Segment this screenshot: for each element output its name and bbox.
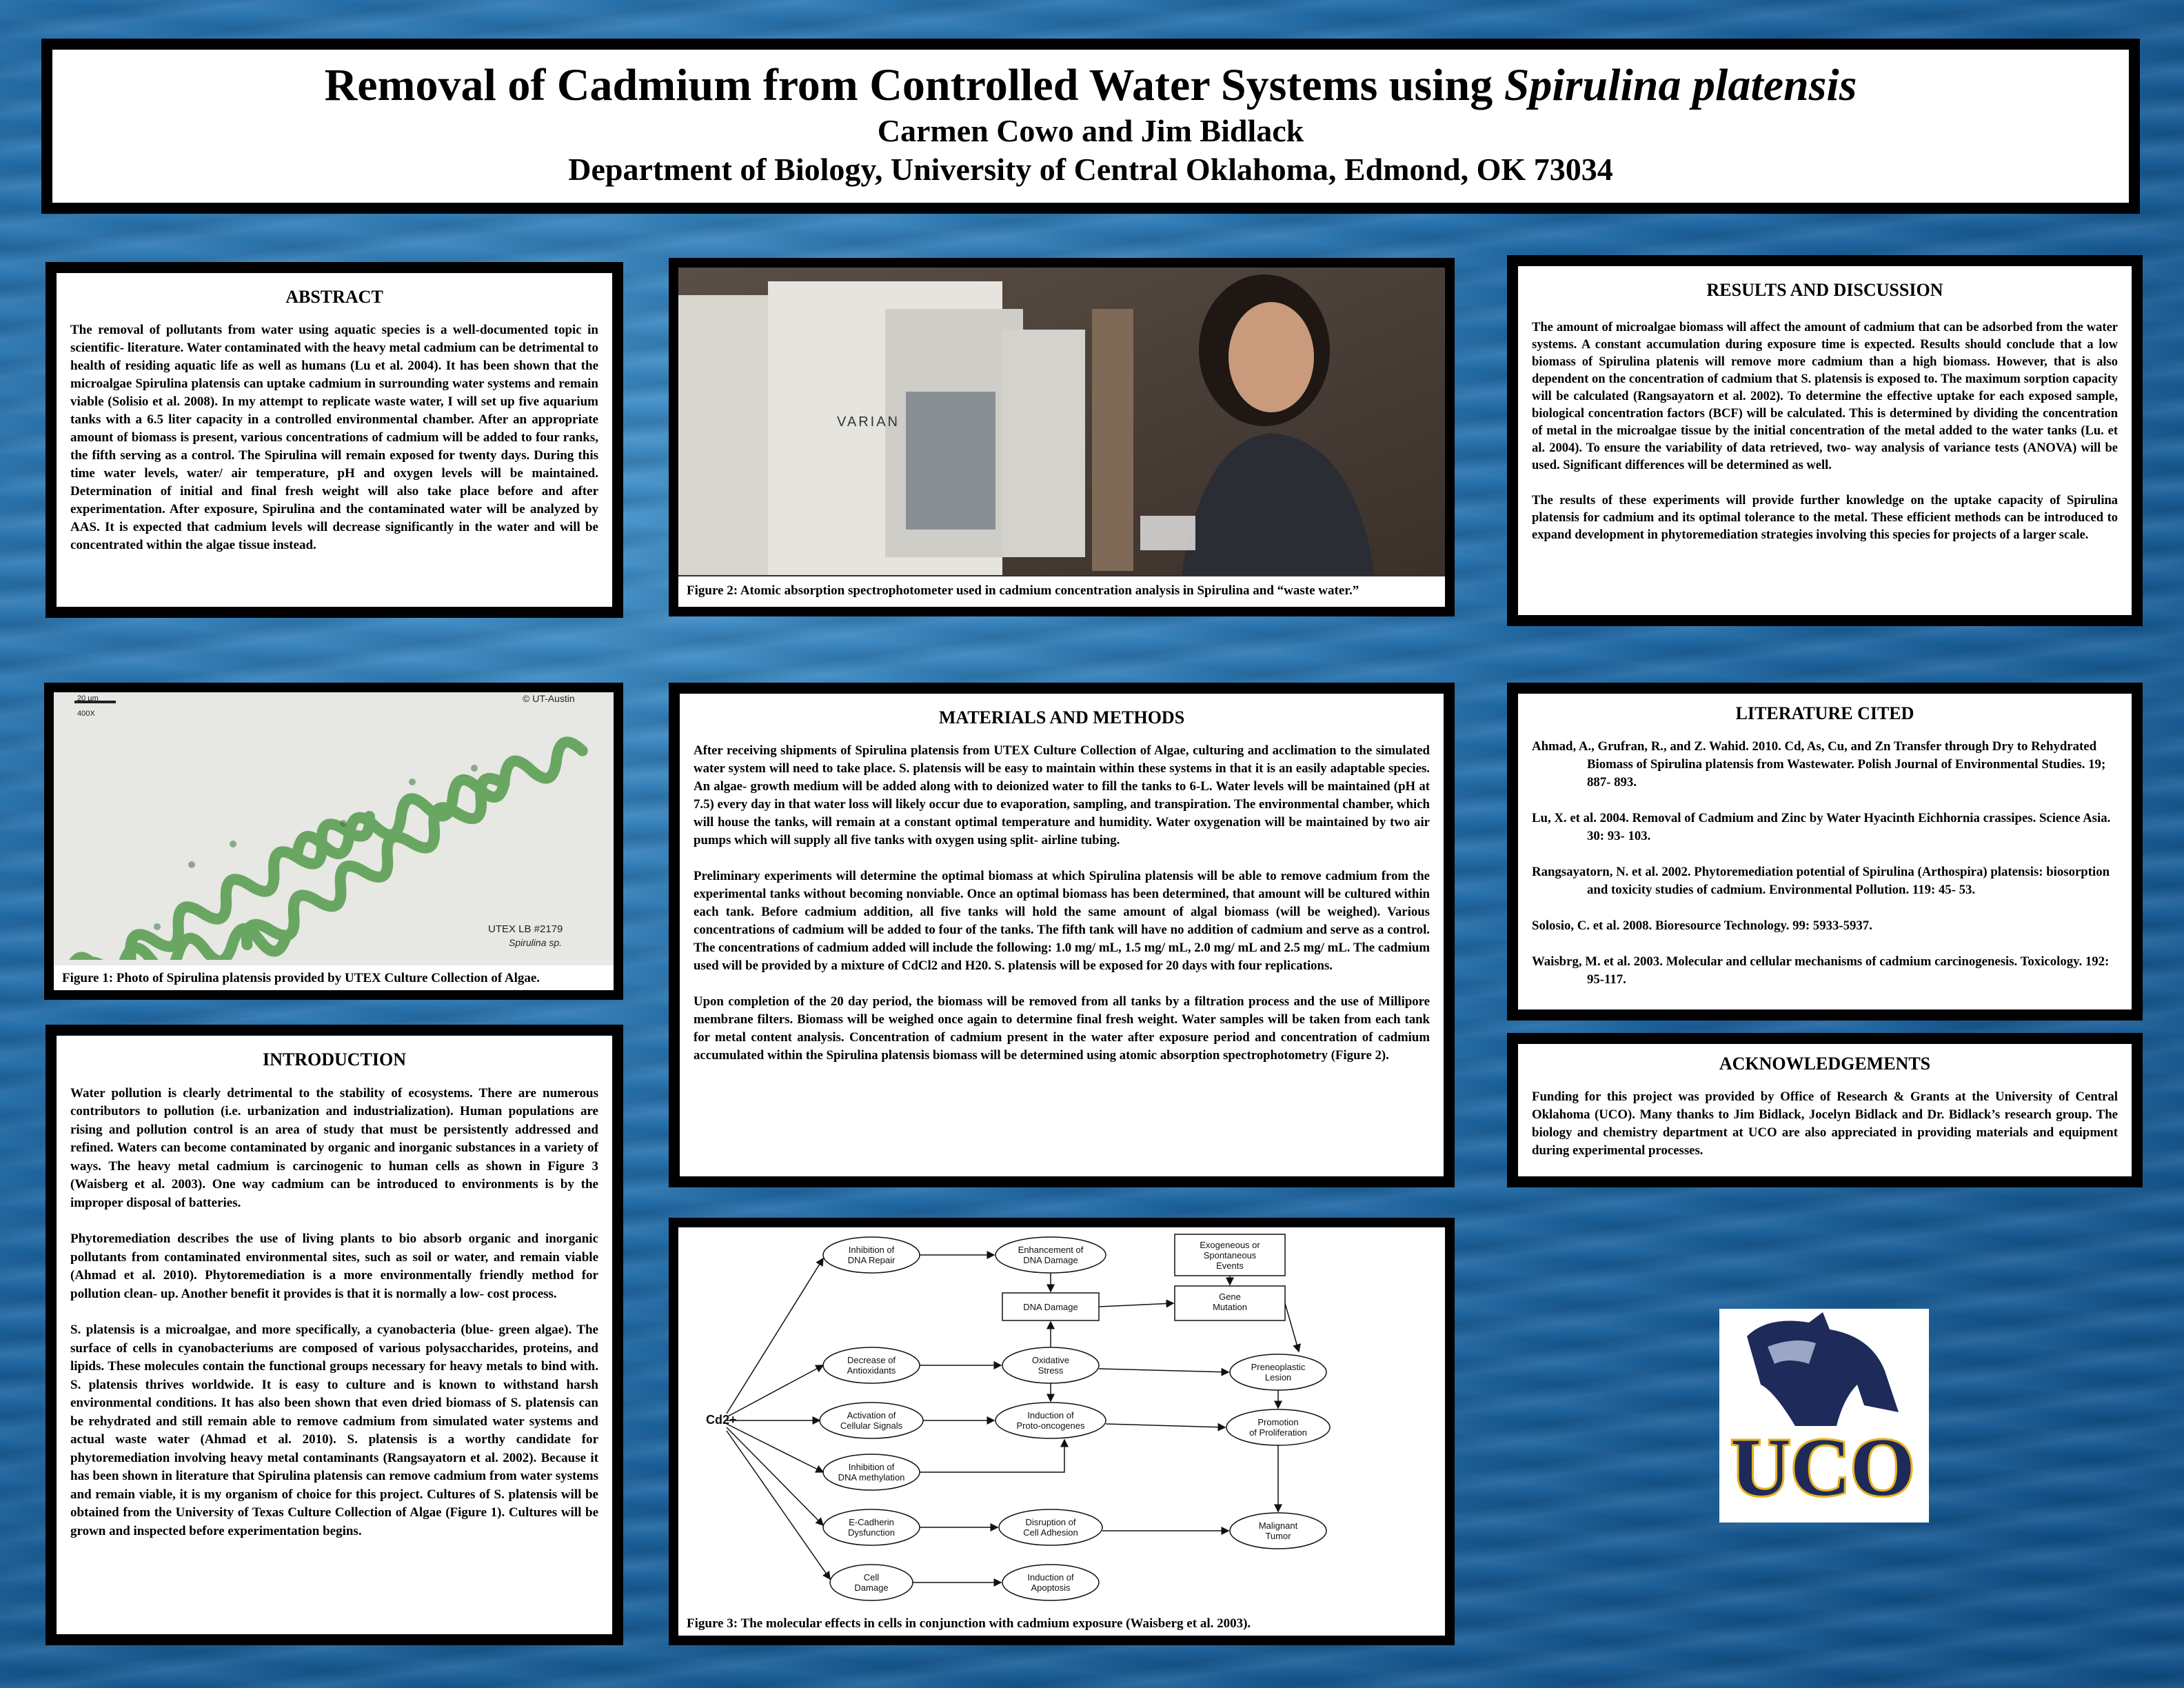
abstract-heading: ABSTRACT: [285, 287, 383, 307]
acknowledgements-text: Funding for this project was provided by Office of Research & Grants at the University of Central Oklahoma (UCO). Many thanks to Jim Bidlack, Jocelyn Bidlack and Dr. Bidlack’s research group. The biology and chemistry department at UCO are also appreciated in providing materials and equipment during experimental processes.: [1532, 1089, 2118, 1158]
mag-label: 400X: [77, 710, 95, 718]
intro-p2: Phytoremediation describes the use of living plants to bio absorb organic and inorganic pollutants from contaminated environmental sites, such as soil or water, and remain viable (Ahmad et al. 2010). Phytoremediation is a more environmentally friendly method for pollution clean- up. Another benefit it provides is that it is normally a low- cost process.: [70, 1232, 598, 1301]
spirulina-photo: [54, 692, 614, 960]
cadmium-effects-diagram: [678, 1227, 1445, 1636]
node-exogenous-2: Spontaneous: [1203, 1250, 1257, 1260]
figure1-caption: Figure 1: Photo of Spirulina platensis provided by UTEX Culture Collection of Algae.: [54, 965, 614, 990]
node-disruption-2: Cell Adhesion: [1023, 1527, 1078, 1538]
poster-title: Removal of Cadmium from Controlled Water Systems using Spirulina platensis: [324, 60, 1857, 110]
literature-panel: [1507, 683, 2143, 1021]
node-inhibition-dna-repair-2: DNA Repair: [847, 1255, 896, 1265]
node-preneoplastic-1: Preneoplastic: [1251, 1362, 1306, 1372]
methods-p1: After receiving shipments of Spirulina platensis from UTEX Culture Collection of Algae, culturing and acclimation to the simulated water system will need to take place. S. platensis will be easy to maintain within these systems in that it is an easily adaptable species. An algae- growth medium will be added along with to deionized water to fill the tanks to 6-L. Water levels will be maintained (pH at 7.5) every day in that water loss will likely occur due to evaporation, sampling, and transpiration. The environmental chamber, which will house the tanks, will remain at a constant optimal temperature and humidity. Water oxygenation will be maintained by two air pumps which will supply all five tanks with oxygen using split- airline tubing.: [694, 743, 1430, 847]
spectrophotometer-photo: [678, 268, 1445, 575]
results-p1: The amount of microalgae biomass will affect the amount of cadmium that can be adsorbed from the water systems. A constant accumulation during exposure time is expected. Results should conclude that a low biomass of Spirulina platenis will remove more cadmium than a high biomass. However, that is also dependent on the concentration of cadmium that S. platensis is exposed to. The maximum sorption capacity will be calculated (Rangsayatorn et al. 2002). To determine the effective uptake for each exposed sample, biological concentration factors (BCF) will be calculated. This is determined by dividing the concentration of metal in the microalgae tissue by the initial concentration of the metal added to the water tanks (Lu. et al. 2004). To ensure the variability of data retrieved, two- way analysis of variance tests (ANOVA) will be used. Significant differences will be determined as well.: [1532, 321, 2118, 472]
node-enhancement-2: DNA Damage: [1023, 1255, 1078, 1265]
node-inhibition-dna-repair-1: Inhibition of: [848, 1245, 895, 1255]
node-promotion-1: Promotion: [1257, 1417, 1299, 1427]
node-cell-damage-2: Damage: [854, 1582, 889, 1593]
node-enhancement-1: Enhancement of: [1018, 1245, 1084, 1255]
node-induction-proto-1: Induction of: [1027, 1410, 1074, 1420]
authors: Carmen Cowo and Jim Bidlack: [877, 113, 1304, 148]
abstract-text: The removal of pollutants from water using aquatic species is a well-documented topic in scientific- literature. Water contaminated with the heavy metal cadmium can be detrimental to health of residing aquatic life as well as humans (Lu et al. 2004). It has been shown that the microalgae Spirulina platensis can uptake cadmium in surrounding water systems and remain viable (Solisio et al. 2008). In my attempt to replicate waste water, I will set up five aquarium tanks with a 6.5 liter capacity in a controlled environmental chamber. After an appropriate amount of biomass is present, various concentrations of cadmium will be added to four ranks, the fifth serving as a control. The Spirulina will remain exposed for twenty days. During this time water levels, water/ air temperature, pH and oxygen levels will be maintained. Determination of initial and final fresh weight will also take place before and after experimentation. After exposure, Spirulina and the contaminated water will be analyzed by AAS. It is expected that cadmium levels will decrease significantly in the water and will be concentrated within the algae tissue instead.: [70, 323, 598, 552]
node-malignant-1: Malignant: [1258, 1520, 1298, 1531]
node-dna-damage: DNA Damage: [1023, 1302, 1078, 1312]
figure2-panel: [669, 258, 1455, 616]
node-decrease-2: Antioxidants: [847, 1365, 896, 1376]
node-induction-proto-2: Proto-oncogenes: [1016, 1420, 1085, 1431]
node-gene-mutation-1: Gene: [1219, 1292, 1241, 1302]
uco-logo-text: UCO: [1730, 1421, 1915, 1513]
literature-heading: LITERATURE CITED: [1735, 703, 1914, 723]
reference-item: Ahmad, A., Grufran, R., and Z. Wahid. 2010. Cd, As, Cu, and Zn Transfer through Dry to Rehydrated Biomass of Spirulina platensis from Wastewater. Polish Journal of Environmental Studies. 19; 887- 893.: [1532, 739, 2106, 790]
node-preneoplastic-2: Lesion: [1264, 1372, 1292, 1383]
affiliation: Department of Biology, University of Central Oklahoma, Edmond, OK 73034: [568, 152, 1613, 187]
node-cell-damage-1: Cell: [863, 1572, 880, 1582]
node-activation-2: Cellular Signals: [840, 1420, 903, 1431]
methods-p3: Upon completion of the 20 day period, the biomass will be removed from all tanks by a filtration process and the use of Millipore membrane filters. Biomass will be weighed once again to determine final fresh weight. Water samples will be taken from each tank for metal content analysis. Concentration of cadmium present in the water after exposure period and concentration of cadmium accumulated within the Spirulina platensis biomass will be determined using atomic absorption spectrophotometry (Figure 2).: [694, 994, 1430, 1063]
utex-label: UTEX LB #2179: [488, 923, 563, 935]
results-panel: [1507, 255, 2143, 626]
acknowledgements-heading: ACKNOWLEDGEMENTS: [1719, 1054, 1931, 1074]
figure1-panel: [44, 683, 623, 1000]
node-malignant-2: Tumor: [1265, 1531, 1291, 1541]
node-oxidative-2: Stress: [1038, 1365, 1064, 1376]
methods-p2: Preliminary experiments will determine the optimal biomass at which Spirulina platensis will be able to remove cadmium from the experimental tanks without becoming nonviable. Once an optimal biomass has been determined, that amount will be cultured within each tank. Before cadmium addition, all five tanks will hold the same amount of algal biomass (will be weighed). Various concentrations of cadmium will be added to four of the tanks. The fifth tank will have no addition of cadmium and serve as a control. The concentrations of cadmium added will include the following: 1.0 mg/ mL, 1.5 mg/ mL, 2.0 mg/ mL and 2.5 mg/ mL. The cadmium used will be provided by a mixture of CdCl2 and H20. S. platensis will be exposed for 20 days with four replications.: [694, 869, 1430, 973]
node-promotion-2: of Proliferation: [1249, 1427, 1307, 1438]
node-disruption-1: Disruption of: [1025, 1517, 1076, 1527]
uco-logo: [1719, 1309, 1929, 1523]
reference-item: Lu, X. et al. 2004. Removal of Cadmium and Zinc by Water Hyacinth Eichhornia crassipes. Science Asia. 30: 93- 103.: [1532, 811, 2111, 843]
reference-item: Waisbrg, M. et al. 2003. Molecular and cellular mechanisms of cadmium carcinogenesis. Toxicology. 192: 95-117.: [1532, 954, 2110, 987]
node-inhib-meth-2: DNA methylation: [838, 1472, 905, 1483]
node-gene-mutation-2: Mutation: [1213, 1302, 1247, 1312]
introduction-panel: [46, 1025, 623, 1645]
node-oxidative-1: Oxidative: [1031, 1355, 1070, 1365]
reference-item: Rangsayatorn, N. et al. 2002. Phytoremediation potential of Spirulina (Arthospira) platensis: biosorption and toxicity studies of cadmium. Environmental Pollution. 119: 45- 53.: [1532, 865, 2110, 897]
node-induction-apop-1: Induction of: [1027, 1572, 1074, 1582]
title-panel: [41, 39, 2140, 214]
varian-brand: VARIAN: [837, 414, 900, 430]
copyright-label: © UT-Austin: [523, 693, 575, 704]
node-ecadherin-1: E-Cadherin: [849, 1517, 894, 1527]
species-label: Spirulina sp.: [509, 937, 563, 948]
introduction-heading: INTRODUCTION: [262, 1049, 407, 1069]
node-decrease-1: Decrease of: [847, 1355, 896, 1365]
results-heading: RESULTS AND DISCUSSION: [1706, 280, 1943, 300]
intro-p1: Water pollution is clearly detrimental to the stability of ecosystems. There are numerous contributors to pollution (i.e. urbanization and industrialization). Human populations are rising and pollution control is an area of study that must be persistently addressed and refined. Waters can become contaminated by organic and inorganic substances in a variety of ways. The heavy metal cadmium is carcinogenic to human cells as shown in Figure 3 (Waisberg et al. 2003). One way cadmium can be introduced to environments is by the improper disposal of batteries.: [70, 1085, 598, 1210]
node-inhib-meth-1: Inhibition of: [848, 1462, 895, 1472]
diagram-cd: Cd2+: [706, 1413, 737, 1427]
figure2-caption: Figure 2: Atomic absorption spectrophotometer used in cadmium concentration analysis in Spirulina and “waste water.”: [678, 576, 1445, 607]
intro-p3: S. platensis is a microalgae, and more specifically, a cyanobacteria (blue- green algae). The surface of cells in cyanobacteriums are composed of various polysaccharides, proteins, and lipids. These molecules contain the functional groups necessary for heavy metals to bind with. S. platensis thrives worldwide. It is easy to culture and is known to withstand harsh environmental conditions. It has also been shown that even dried biomass of S. platensis can be rehydrated and still remain able to remove cadmium from simulated water systems and actual waste water (Ahmad et al. 2010). S. platensis is a worthy candidate for phytoremediation involving heavy metal contaminants (Rangsayatorn et al. 2002). Because it has been shown in literature that Spirulina platensis can remove cadmium from water systems and remain viable, it is my organism of choice for this project. Cultures of S. platensis will be obtained from the University of Texas Culture Collection of Algae (Figure 1). Cultures will be grown and inspected before experimentation begins.: [70, 1323, 598, 1538]
bronco-logo-graphic: [1719, 1309, 1929, 1523]
results-p2: The results of these experiments will provide further knowledge on the uptake capacity of Spirulina platensis for cadmium and its optimal tolerance to the metal. These efficient methods can be introduced to expand development in phytoremediation strategies involving this species for projects of a larger scale.: [1532, 494, 2118, 542]
methods-panel: [669, 683, 1455, 1187]
figure3-caption: Figure 3: The molecular effects in cells in conjunction with cadmium exposure (Waisberg et al. 2003).: [678, 1611, 1445, 1636]
node-ecadherin-2: Dysfunction: [848, 1527, 895, 1538]
node-activation-1: Activation of: [847, 1410, 896, 1420]
figure3-panel: [669, 1218, 1455, 1645]
node-exogenous-3: Events: [1216, 1260, 1244, 1271]
methods-heading: MATERIALS AND METHODS: [938, 707, 1185, 727]
node-exogenous-1: Exogeneous or: [1200, 1240, 1260, 1250]
reference-item: Solosio, C. et al. 2008. Bioresource Technology. 99: 5933-5937.: [1532, 918, 1872, 933]
acknowledgements-panel: [1507, 1033, 2143, 1187]
scale-label: 20 µm: [77, 694, 99, 703]
abstract-panel: [46, 262, 623, 618]
node-induction-apop-2: Apoptosis: [1031, 1582, 1071, 1593]
